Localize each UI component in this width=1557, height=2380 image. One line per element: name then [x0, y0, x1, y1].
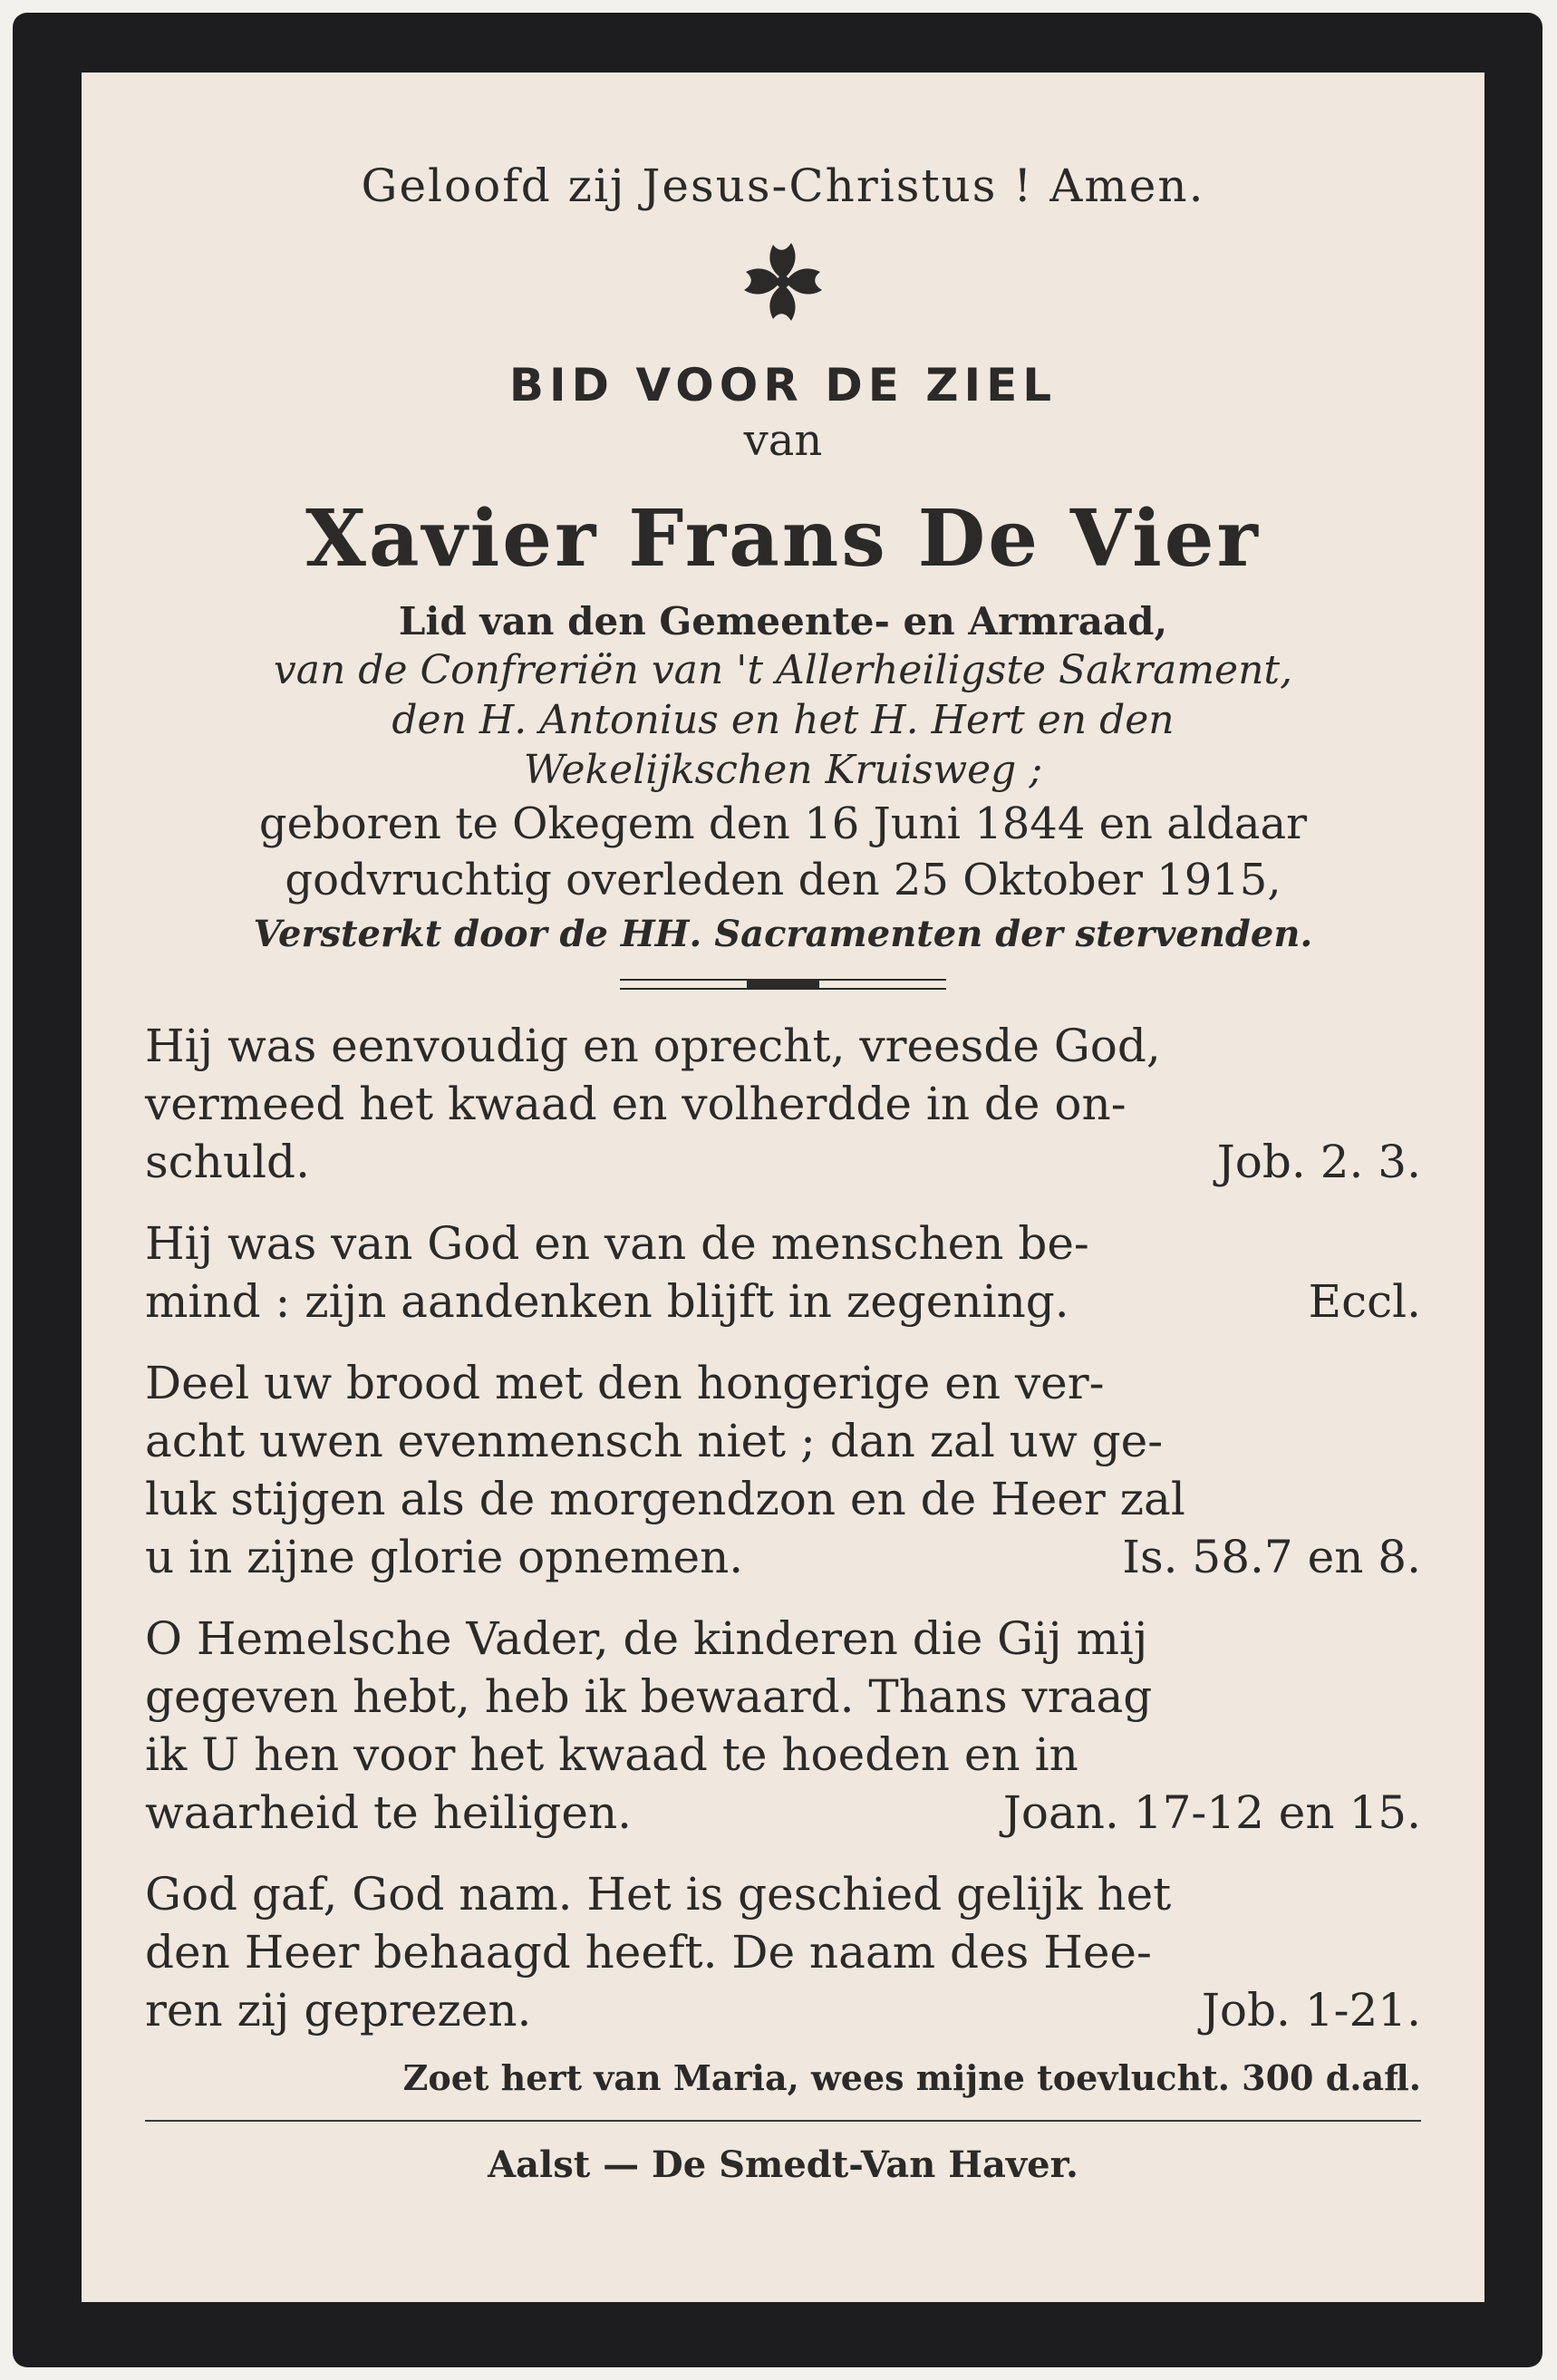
verse-last-row — [145, 1981, 1421, 2039]
memorial-card — [82, 73, 1484, 2302]
verse-last-row — [145, 1784, 1421, 1842]
verse-line: acht uwen evenmensch niet ; dan zal uw ge- — [145, 1415, 1164, 1467]
scripture-reference: Is. 58.7 en 8. — [1122, 1531, 1421, 1583]
ornamental-cross-icon — [145, 232, 1421, 332]
deceased-name: Xavier Frans De Vier — [305, 493, 1261, 585]
verse-line: schuld. — [145, 1136, 310, 1188]
verse-last-row — [145, 1133, 1421, 1191]
scripture-reference: Eccl. — [1308, 1275, 1421, 1328]
verse-line: luk stijgen als de morgendzon en de Heer zal — [145, 1473, 1185, 1525]
verse-last-row — [145, 1272, 1421, 1330]
of-label: van — [743, 415, 823, 466]
verse-4 — [145, 1610, 1421, 1842]
verse-line: God gaf, God nam. Het is geschied gelijk het — [145, 1868, 1172, 1920]
verse-3 — [145, 1354, 1421, 1586]
verse-line: den Heer behaagd heeft. De naam des Hee- — [145, 1926, 1152, 1978]
verse-line: Hij was eenvoudig en oprecht, vreesde God, — [145, 1020, 1161, 1072]
scripture-reference: Job. 1-21. — [1201, 1984, 1421, 2037]
confraternity-line-2: den H. Antonius en het H. Hert en den — [392, 697, 1175, 743]
double-rule-ornament — [145, 975, 1421, 993]
scripture-reference: Joan. 17-12 en 15. — [1002, 1786, 1421, 1839]
verse-line: Deel uw brood met den hongerige en ver- — [145, 1357, 1105, 1409]
verse-line: ren zij geprezen. — [145, 1984, 532, 2037]
death-line: godvruchtig overleden den 25 Oktober 1915, — [285, 855, 1281, 905]
verse-1 — [145, 1017, 1421, 1191]
sacraments-line: Versterkt door de HH. Sacramenten der stervenden. — [253, 913, 1313, 955]
verse-line: Hij was van God en van de menschen be- — [145, 1217, 1089, 1270]
printer-imprint: Aalst — De Smedt-Van Haver. — [488, 2143, 1078, 2186]
closing-invocation: Zoet hert van Maria, wees mijne toevlucht. 300 d.afl. — [402, 2057, 1421, 2098]
pray-for-soul-heading: BID VOOR DE ZIEL — [508, 359, 1058, 411]
verse-line: gegeven hebt, heb ik bewaard. Thans vraag — [145, 1670, 1153, 1723]
verse-line: O Hemelsche Vader, de kinderen die Gij mij — [145, 1612, 1148, 1665]
confraternity-line-3: Wekelijkschen Kruisweg ; — [523, 747, 1043, 793]
confraternity-line-1: van de Confreriën van 't Allerheiligste Sakrament, — [273, 647, 1293, 693]
verse-line: u in zijne glorie opnemen. — [145, 1531, 744, 1583]
verse-5 — [145, 1865, 1421, 2039]
verse-line: waarheid te heiligen. — [145, 1786, 633, 1839]
divider — [145, 2120, 1421, 2122]
verse-line: vermeed het kwaad en volherdde in de on- — [145, 1078, 1127, 1130]
verse-last-row — [145, 1528, 1421, 1586]
header-prayer: Geloofd zij Jesus-Christus ! Amen. — [361, 160, 1205, 212]
verse-2 — [145, 1214, 1421, 1330]
birth-line: geboren te Okegem den 16 Juni 1844 en aldaar — [258, 798, 1308, 849]
verse-line: ik U hen voor het kwaad te hoeden en in — [145, 1728, 1078, 1781]
council-role: Lid van den Gemeente- en Armraad, — [398, 599, 1168, 643]
scripture-reference: Job. 2. 3. — [1216, 1136, 1421, 1188]
verse-line: mind : zijn aandenken blijft in zegening. — [145, 1275, 1069, 1328]
